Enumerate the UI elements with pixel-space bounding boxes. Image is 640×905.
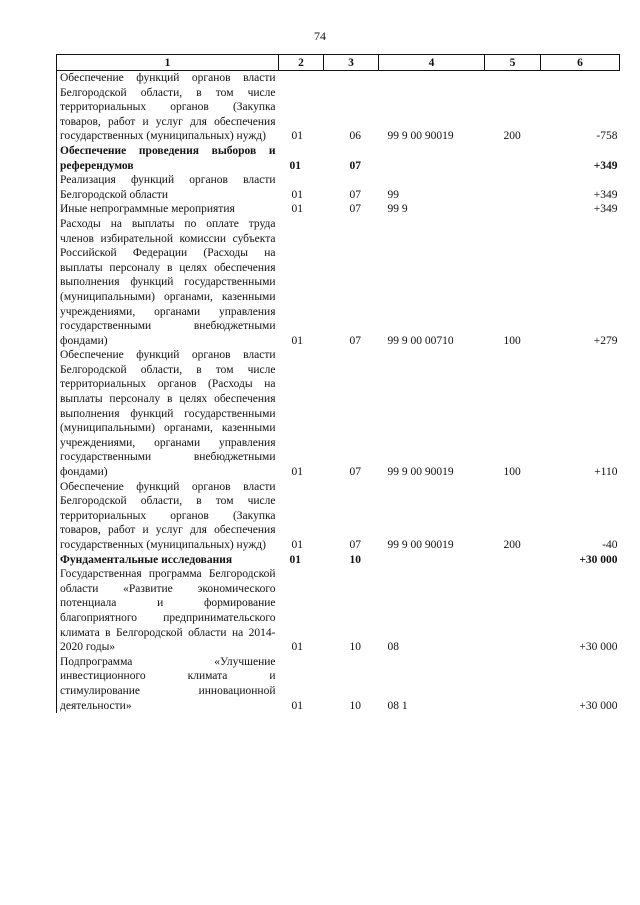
row-expense-type xyxy=(485,173,541,202)
row-target-article: 99 xyxy=(387,188,399,201)
row-section-code: 01 xyxy=(289,553,301,566)
table-row xyxy=(57,71,620,144)
row-expense-type xyxy=(485,567,541,655)
row-target-article: 99 9 00 00710 xyxy=(387,334,454,347)
row-expense-type xyxy=(485,655,541,713)
table-row xyxy=(57,567,620,655)
table-row xyxy=(57,202,620,217)
row-subsection-code: 07 xyxy=(349,334,361,347)
row-expense-type: 100 xyxy=(503,334,521,347)
row-expense-type xyxy=(485,202,541,217)
page-number: 74 xyxy=(314,29,326,43)
row-section-code: 01 xyxy=(291,334,303,347)
row-section-code: 01 xyxy=(291,466,303,479)
row-name: Обеспечение проведения выборов и референдумов xyxy=(57,144,279,173)
column-header-4: 4 xyxy=(379,55,485,71)
row-subsection-code: 07 xyxy=(349,159,361,172)
column-header-2: 2 xyxy=(279,55,324,71)
row-subsection-code: 10 xyxy=(349,699,361,712)
row-amount: +30 000 xyxy=(579,699,618,712)
row-expense-type: 200 xyxy=(503,539,521,551)
row-section-code: 01 xyxy=(291,539,303,551)
row-section-code: 01 xyxy=(291,188,303,201)
table-row xyxy=(57,173,620,202)
row-target-article: 99 9 00 90019 xyxy=(387,130,454,143)
row-name: Обеспечение функций органов власти Белгородской области, в том числе территориальных органов (Закупка товаров, работ и услуг для обеспечения государственных (муниципальных) нужд) xyxy=(57,71,279,144)
row-target-article xyxy=(379,144,485,173)
column-header-6: 6 xyxy=(541,55,620,71)
row-expense-type: 200 xyxy=(503,130,521,143)
row-subsection-code: 10 xyxy=(349,641,361,654)
row-subsection-code: 07 xyxy=(349,466,361,479)
row-amount: +279 xyxy=(593,334,618,347)
table-row xyxy=(57,144,620,173)
row-subsection-code: 07 xyxy=(349,188,361,201)
row-target-article: 08 xyxy=(387,641,399,654)
row-amount: +30 000 xyxy=(579,553,618,566)
row-name: Обеспечение функций органов власти Белгородской области, в том числе территориальных органов (Закупка товаров, работ и услуг для обеспечения государственных (муниципальных) нужд) xyxy=(57,480,279,553)
row-name: Обеспечение функций органов власти Белгородской области, в том числе территориальных органов (Расходы на выплаты персоналу в целях обеспечения выполнения функций государственными (муниципальными) органами, казенными учреждениями, органами управления государственными внебюджетными фондами) xyxy=(57,348,279,479)
table-row xyxy=(57,553,620,568)
row-name: Подпрограмма «Улучшение инвестиционного климата и стимулирование инновационной деятельности» xyxy=(57,655,279,713)
table-row xyxy=(57,348,620,479)
column-header-3: 3 xyxy=(324,55,379,71)
row-name: Государственная программа Белгородской области «Развитие экономического потенциала и формирование благоприятного предпринимательского климата в Белгородской области на 2014-2020 годы» xyxy=(57,567,279,655)
table-body xyxy=(57,71,620,714)
row-target-article: 99 9 00 90019 xyxy=(387,539,454,551)
row-amount: +110 xyxy=(594,466,618,479)
row-amount: +30 000 xyxy=(579,641,618,654)
row-amount: +349 xyxy=(593,159,618,172)
row-target-article xyxy=(379,553,485,568)
column-header-5: 5 xyxy=(485,55,541,71)
row-expense-type xyxy=(485,144,541,173)
row-section-code: 01 xyxy=(291,641,303,654)
table-row xyxy=(57,480,620,553)
row-section-code: 01 xyxy=(291,130,303,143)
row-name: Реализация функций органов власти Белгородской области xyxy=(57,173,279,202)
row-target-article: 99 9 00 90019 xyxy=(387,466,454,479)
row-name: Фундаментальные исследования xyxy=(57,553,279,568)
row-amount: -758 xyxy=(596,130,618,143)
table-header-row xyxy=(57,55,620,71)
row-target-article: 08 1 xyxy=(387,699,408,712)
row-subsection-code: 07 xyxy=(349,203,361,216)
table-row xyxy=(57,217,620,348)
row-subsection-code: 10 xyxy=(349,553,361,566)
row-section-code: 01 xyxy=(291,699,303,712)
row-section-code: 01 xyxy=(289,159,301,172)
row-subsection-code: 06 xyxy=(349,130,361,143)
row-amount: +349 xyxy=(593,188,618,201)
row-name: Иные непрограммные мероприятия xyxy=(57,202,279,217)
row-amount: -40 xyxy=(602,539,618,551)
row-amount: +349 xyxy=(593,203,618,216)
table-row xyxy=(57,655,620,713)
column-header-1: 1 xyxy=(57,55,279,71)
row-expense-type xyxy=(485,553,541,568)
row-name: Расходы на выплаты по оплате труда членов избирательной комиссии субъекта Российской Федерации (Расходы на выплаты персоналу в целях обеспечения выполнения функций государственными (муниципальными) органами, казенными учреждениями, органами управления государственными внебюджетными фондами) xyxy=(57,217,279,348)
row-section-code: 01 xyxy=(291,203,303,216)
row-expense-type: 100 xyxy=(503,466,521,479)
row-target-article: 99 9 xyxy=(387,203,408,216)
budget-table xyxy=(56,54,620,713)
row-subsection-code: 07 xyxy=(349,539,361,551)
